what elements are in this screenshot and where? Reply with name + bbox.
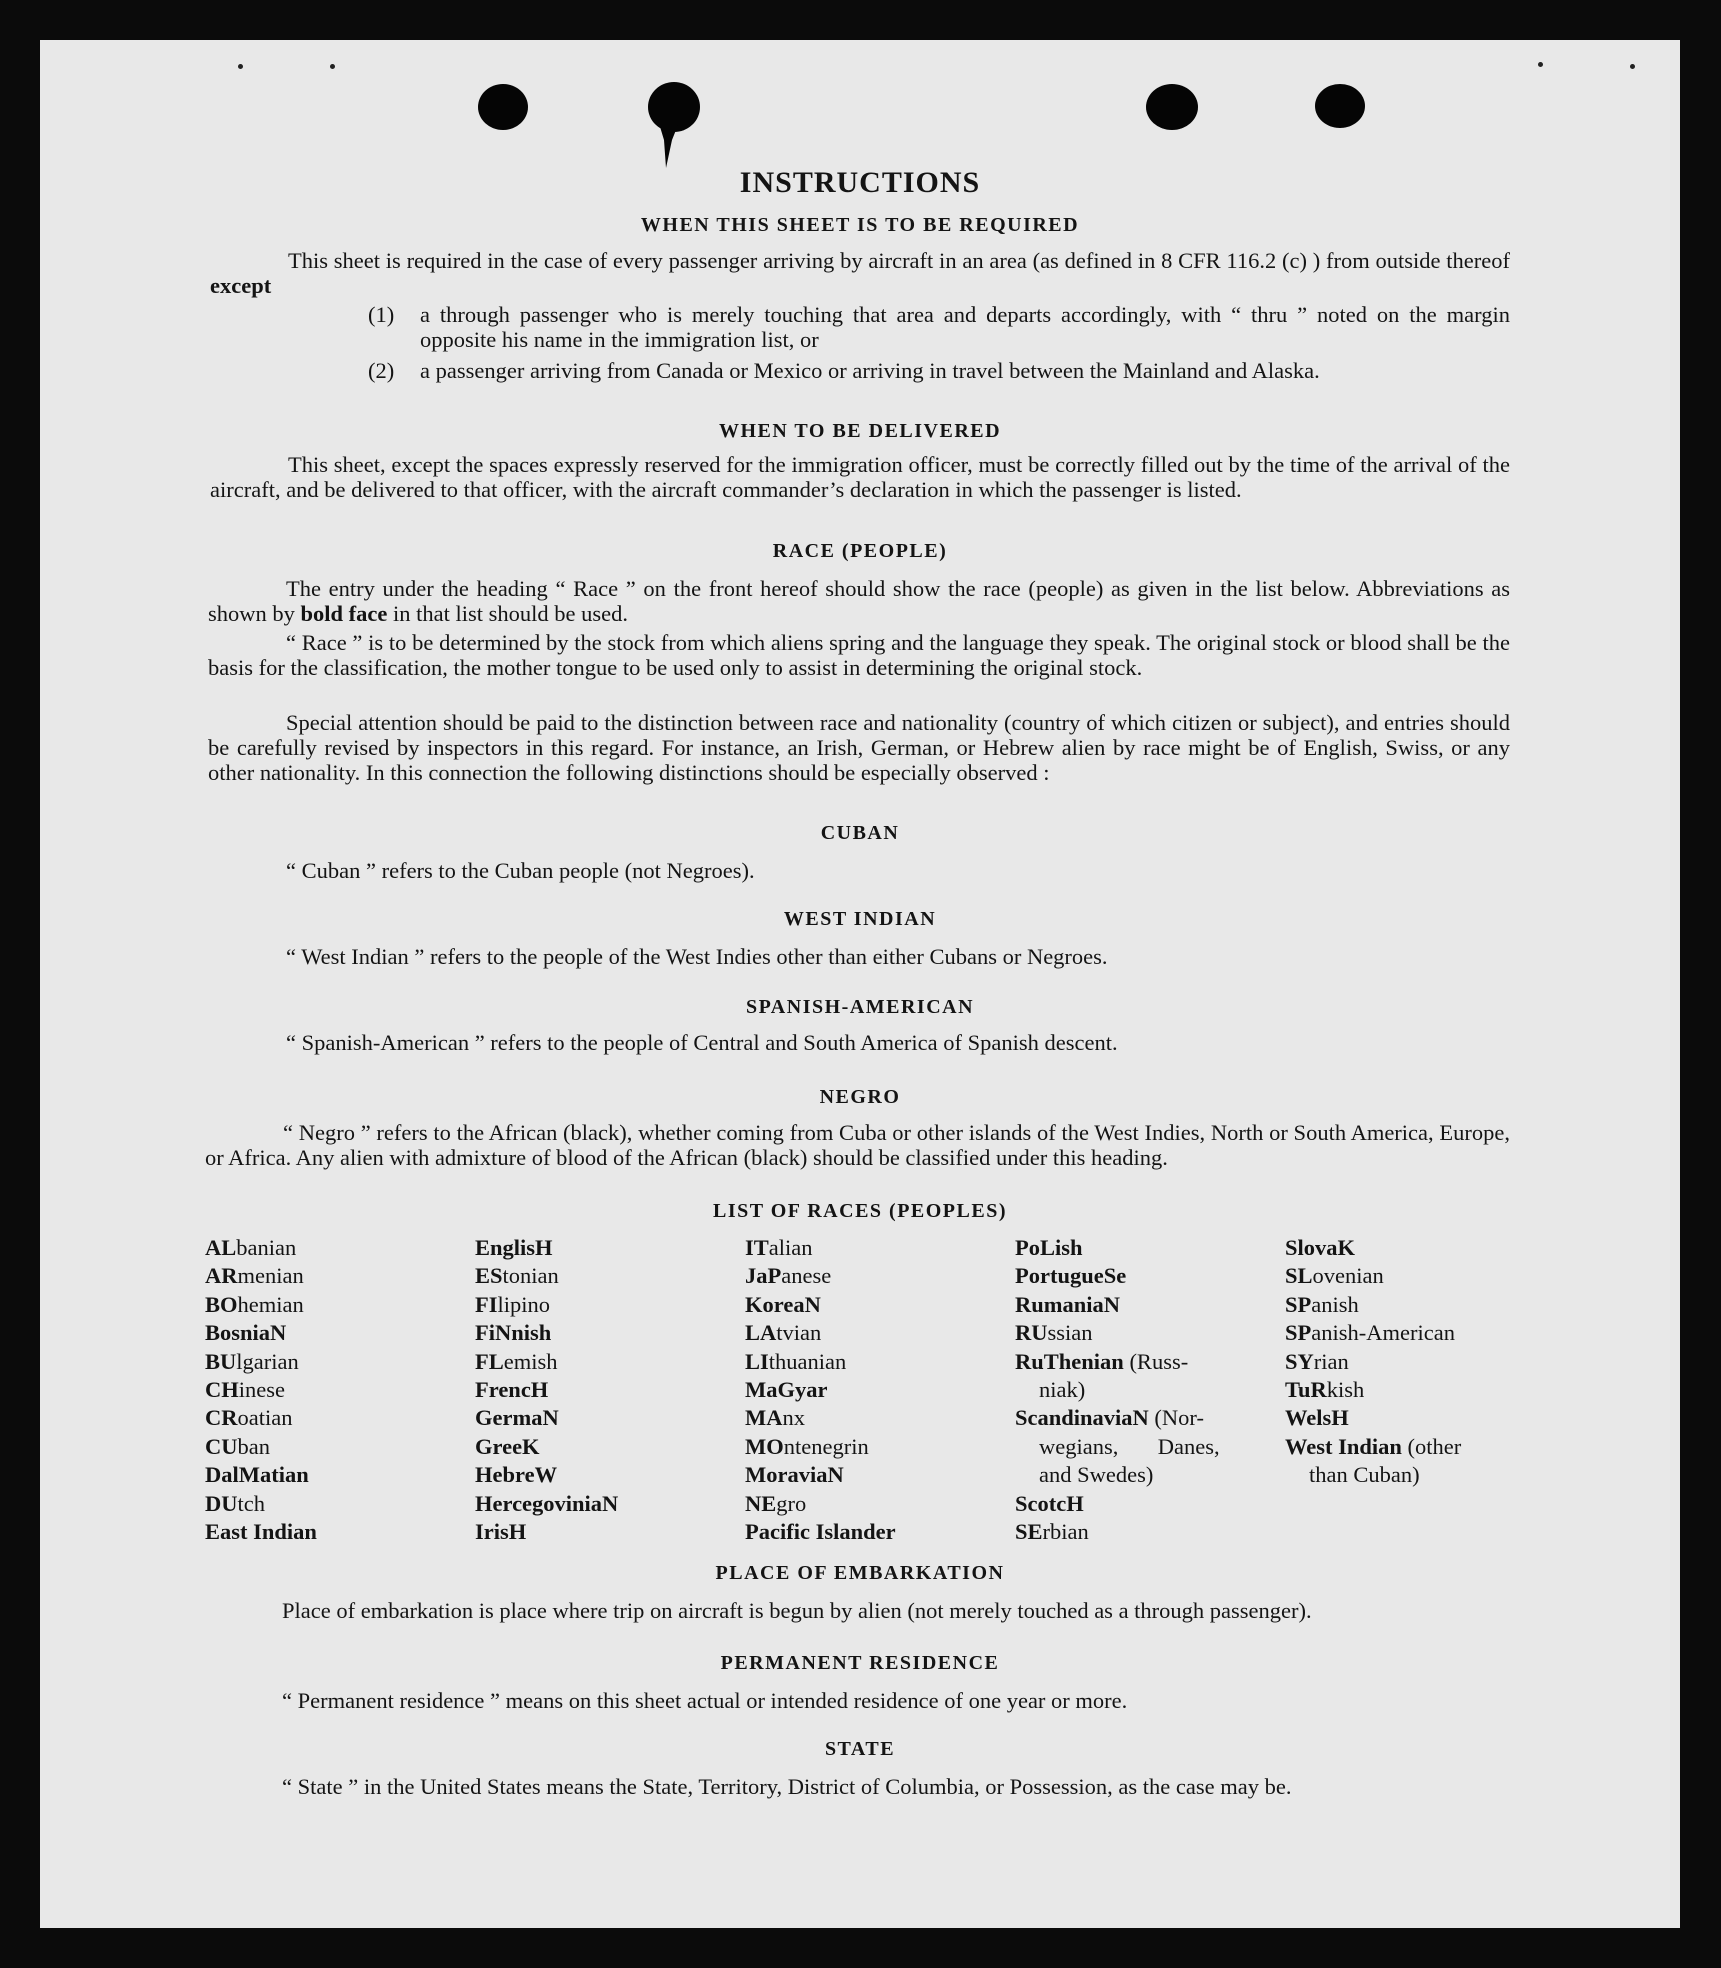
race-abbrev: SL (1285, 1263, 1313, 1289)
race-rest: oatian (237, 1405, 293, 1431)
race-abbrev: MA (745, 1405, 783, 1431)
required-intro-text: This sheet is required in the case of every passenger arriving by aircraft in an area (as defined in 8 CFR 116.2 (c) ) from outside thereof (288, 248, 1510, 273)
race-entry (745, 1291, 1015, 1319)
race-abbrev: EnglisH (475, 1235, 553, 1260)
section-heading-delivered: WHEN TO BE DELIVERED (718, 420, 1002, 442)
race-entry (745, 1490, 1015, 1518)
race-rest: and Swedes) (1039, 1462, 1154, 1488)
section-heading-negro: NEGRO (819, 1086, 901, 1108)
race-entry (475, 1262, 745, 1290)
race-rest: ovenian (1312, 1263, 1384, 1289)
section-heading-embarkation: PLACE OF EMBARKATION (715, 1562, 1005, 1584)
race-entry (205, 1433, 475, 1461)
race-entry (475, 1376, 745, 1404)
race-abbrev: West Indian (1285, 1433, 1402, 1459)
race-column (1285, 1234, 1515, 1546)
race-abbrev: RuThenian (1015, 1348, 1124, 1374)
race-rest: kish (1326, 1377, 1365, 1403)
race-column (475, 1234, 745, 1546)
race-abbrev: ScotcH (1015, 1490, 1084, 1516)
race-entry (745, 1518, 1015, 1546)
section-heading-list-of-races: LIST OF RACES (PEOPLES) (712, 1200, 1007, 1222)
race-entry (745, 1234, 1015, 1262)
race-entry (205, 1291, 475, 1319)
race-rest: banian (236, 1235, 297, 1260)
race-entry (205, 1234, 475, 1262)
race-abbrev: WelsH (1285, 1405, 1349, 1431)
race-rest: hemian (237, 1291, 304, 1317)
race-entry (745, 1404, 1015, 1432)
west-indian-text: “ West Indian ” refers to the people of the West Indies other than either Cubans or Negroes. (286, 944, 1108, 969)
race-paragraph-3: Special attention should be paid to the distinction between race and nationality (country of which citizen or subject), and entries should be carefully revised by inspectors in this regard. For instance, an Irish, German, or Hebrew alien by race might be of English, Swiss, or any other nationality. In this connection the following distinctions should be especially observed : (208, 710, 1510, 785)
race-abbrev: KoreaN (745, 1291, 821, 1317)
race-p1-text-a: The entry under the heading “ Race ” on the front hereof should show the race (people) as given in the list below. Abbreviations as shown by (208, 576, 1510, 626)
race-abbrev: PoLish (1015, 1235, 1083, 1260)
race-rest: tch (237, 1490, 265, 1516)
race-abbrev: BO (205, 1291, 238, 1317)
punch-hole (478, 84, 528, 130)
race-entry (745, 1461, 1015, 1489)
race-rest: lgarian (236, 1348, 299, 1374)
item-text: a through passenger who is merely touching that area and departs accordingly, with “ thru ” noted on the margin opposite his name in the immigration list, or (420, 302, 1510, 352)
race-abbrev: RU (1015, 1320, 1048, 1346)
race-entry (205, 1319, 475, 1347)
race-rest: (Russ- (1123, 1348, 1189, 1374)
item-number: (1) (368, 302, 395, 327)
race-column (205, 1234, 475, 1546)
section-heading-residence: PERMANENT RESIDENCE (720, 1652, 1000, 1674)
race-rest: menian (237, 1263, 304, 1289)
negro-text: “ Negro ” refers to the African (black), whether coming from Cuba or other islands of the West Indies, North or South America, Europe, or Africa. Any alien with admixture of blood of the African (black) should be classified under this heading. (205, 1120, 1510, 1170)
required-intro (210, 248, 1510, 298)
race-abbrev: SP (1285, 1320, 1312, 1346)
speck (330, 64, 335, 69)
page-title: INSTRUCTIONS (739, 166, 981, 199)
race-abbrev: CU (205, 1433, 238, 1459)
state-text: “ State ” in the United States means the State, Territory, District of Columbia, or Possession, as the case may be. (282, 1774, 1292, 1799)
section-heading-spanish-american: SPANISH-AMERICAN (745, 996, 975, 1018)
race-column (1015, 1234, 1285, 1546)
required-item-2 (368, 358, 1510, 383)
race-rest: inese (238, 1377, 285, 1403)
speck (238, 64, 243, 69)
section-heading-required: WHEN THIS SHEET IS TO BE REQUIRED (640, 214, 1080, 236)
race-entry (1015, 1490, 1285, 1518)
race-entry (1285, 1461, 1515, 1489)
punch-hole (1146, 84, 1198, 130)
delivered-text: This sheet, except the spaces expressly reserved for the immigration officer, must be correctly filled out by the time of the arrival of the aircraft, and be delivered to that officer, with the aircraft commander’s declaration in which the passenger is listed. (210, 452, 1510, 502)
race-entry (1015, 1262, 1285, 1290)
race-entry (475, 1291, 745, 1319)
race-abbrev: SP (1285, 1291, 1312, 1317)
race-abbrev: JaP (745, 1263, 782, 1289)
race-rest: rbian (1042, 1519, 1089, 1545)
race-rest: anish-American (1311, 1320, 1455, 1346)
race-entry (475, 1490, 745, 1518)
race-entry (475, 1433, 745, 1461)
race-rest: tonian (502, 1263, 559, 1289)
race-entry (1015, 1348, 1285, 1376)
race-rest: (other (1401, 1433, 1462, 1459)
race-entry (1285, 1348, 1515, 1376)
race-abbrev: AL (205, 1235, 237, 1260)
race-rest: ntenegrin (783, 1433, 869, 1459)
race-rest: alian (768, 1235, 813, 1260)
race-entry (205, 1262, 475, 1290)
race-abbrev: RumaniaN (1015, 1291, 1121, 1317)
race-entry (1285, 1433, 1515, 1461)
race-entry (205, 1348, 475, 1376)
race-rest: ssian (1047, 1320, 1093, 1346)
race-entry (1285, 1404, 1515, 1432)
race-rest: than Cuban) (1309, 1462, 1420, 1488)
race-rest: niak) (1039, 1377, 1086, 1403)
residence-text: “ Permanent residence ” means on this sheet actual or intended residence of one year or more. (282, 1688, 1128, 1713)
section-heading-race: RACE (PEOPLE) (772, 540, 948, 562)
race-abbrev: BU (205, 1348, 237, 1374)
race-entry (1015, 1461, 1285, 1489)
race-abbrev: IrisH (475, 1519, 527, 1545)
race-entry (1015, 1319, 1285, 1347)
section-heading-west-indian: WEST INDIAN (783, 908, 937, 930)
race-entry (475, 1461, 745, 1489)
race-entry (205, 1376, 475, 1404)
race-rest: nx (782, 1405, 805, 1431)
race-abbrev: MO (745, 1433, 784, 1459)
race-abbrev: FI (475, 1291, 498, 1317)
race-entry (1285, 1319, 1515, 1347)
race-abbrev: Bosnia (205, 1320, 271, 1346)
race-abbrev: FiNnish (475, 1320, 552, 1346)
race-abbrev: MaGyar (745, 1377, 828, 1403)
race-abbrev: GreeK (475, 1433, 540, 1459)
race-paragraph-1 (208, 576, 1510, 626)
race-abbrev: SY (1285, 1348, 1314, 1374)
punch-hole-tear (650, 120, 690, 170)
section-heading-cuban: CUBAN (820, 822, 900, 844)
document-sheet (40, 40, 1680, 1928)
race-rest: gro (776, 1490, 807, 1516)
race-abbrev: SlovaK (1285, 1235, 1356, 1260)
race-abbrev: AR (205, 1263, 238, 1289)
race-abbrev: TuR (1285, 1377, 1327, 1403)
race-entry (1015, 1518, 1285, 1546)
race-abbrev: N (270, 1320, 287, 1346)
section-heading-state: STATE (824, 1738, 896, 1760)
race-entry (745, 1262, 1015, 1290)
race-entry (1285, 1234, 1515, 1262)
race-entry (1285, 1291, 1515, 1319)
race-rest: thuanian (768, 1348, 847, 1374)
race-abbrev: ES (475, 1263, 503, 1289)
cuban-text: “ Cuban ” refers to the Cuban people (not Negroes). (286, 858, 755, 883)
race-abbrev: East Indian (205, 1519, 317, 1545)
race-rest: tvian (776, 1320, 822, 1346)
race-abbrev: DU (205, 1490, 238, 1516)
race-column (745, 1234, 1015, 1546)
item-number: (2) (368, 358, 395, 383)
race-rest: (Nor- (1148, 1405, 1204, 1431)
race-list (205, 1234, 1515, 1546)
race-abbrev: LA (745, 1320, 777, 1346)
race-entry (1015, 1234, 1285, 1262)
race-entry (475, 1518, 745, 1546)
race-abbrev: CR (205, 1405, 238, 1431)
race-abbrev: Matian (238, 1462, 309, 1488)
race-abbrev: GermaN (475, 1405, 559, 1431)
race-entry (475, 1234, 745, 1262)
race-entry (205, 1461, 475, 1489)
spanish-american-text: “ Spanish-American ” refers to the people of Central and South America of Spanish descent. (286, 1030, 1118, 1055)
race-rest: anish (1311, 1291, 1359, 1317)
race-abbrev: ScandinaviaN (1015, 1405, 1149, 1431)
race-entry (745, 1433, 1015, 1461)
race-rest: wegians, Danes, (1039, 1433, 1220, 1459)
race-abbrev: CH (205, 1377, 239, 1403)
race-p1-bold: bold face (300, 601, 388, 626)
race-entry (1015, 1291, 1285, 1319)
item-text: a passenger arriving from Canada or Mexico or arriving in travel between the Mainland and Alaska. (420, 358, 1320, 383)
required-item-1 (368, 302, 1510, 352)
race-abbrev: Pacific Islander (745, 1519, 896, 1545)
race-entry (475, 1404, 745, 1432)
race-entry (205, 1518, 475, 1546)
race-entry (745, 1348, 1015, 1376)
race-entry (205, 1404, 475, 1432)
race-abbrev: MoraviaN (745, 1462, 844, 1488)
race-entry (475, 1348, 745, 1376)
race-p1-text-b: in that list should be used. (393, 601, 629, 626)
race-rest: emish (503, 1348, 558, 1374)
race-rest: anese (781, 1263, 832, 1289)
required-except: except (210, 273, 272, 298)
race-rest: lipino (497, 1291, 551, 1317)
race-entry (1285, 1376, 1515, 1404)
race-abbrev: HebreW (475, 1462, 558, 1488)
embarkation-text: Place of embarkation is place where trip on aircraft is begun by alien (not merely touched as a through passenger). (282, 1598, 1312, 1623)
race-abbrev: Dal (205, 1462, 239, 1488)
race-entry (205, 1490, 475, 1518)
race-abbrev: FL (475, 1348, 504, 1374)
race-entry (1015, 1433, 1285, 1461)
race-abbrev: PortugueSe (1015, 1263, 1127, 1289)
race-rest: ban (237, 1433, 270, 1459)
race-abbrev: SE (1015, 1519, 1043, 1545)
race-abbrev: HercegoviniaN (475, 1490, 619, 1516)
race-entry (1015, 1404, 1285, 1432)
race-entry (745, 1319, 1015, 1347)
race-abbrev: IT (745, 1235, 769, 1260)
speck (1630, 64, 1635, 69)
race-entry (745, 1376, 1015, 1404)
race-abbrev: NE (745, 1490, 777, 1516)
race-entry (475, 1319, 745, 1347)
race-abbrev: FrencH (475, 1377, 549, 1403)
race-entry (1285, 1262, 1515, 1290)
race-entry (1015, 1376, 1285, 1404)
speck (1538, 62, 1543, 67)
punch-hole (1315, 84, 1365, 128)
race-abbrev: LI (745, 1348, 769, 1374)
race-paragraph-2: “ Race ” is to be determined by the stock from which aliens spring and the language they speak. The original stock or blood shall be the basis for the classification, the mother tongue to be used only to assist in determining the original stock. (208, 630, 1510, 680)
race-rest: rian (1313, 1348, 1349, 1374)
